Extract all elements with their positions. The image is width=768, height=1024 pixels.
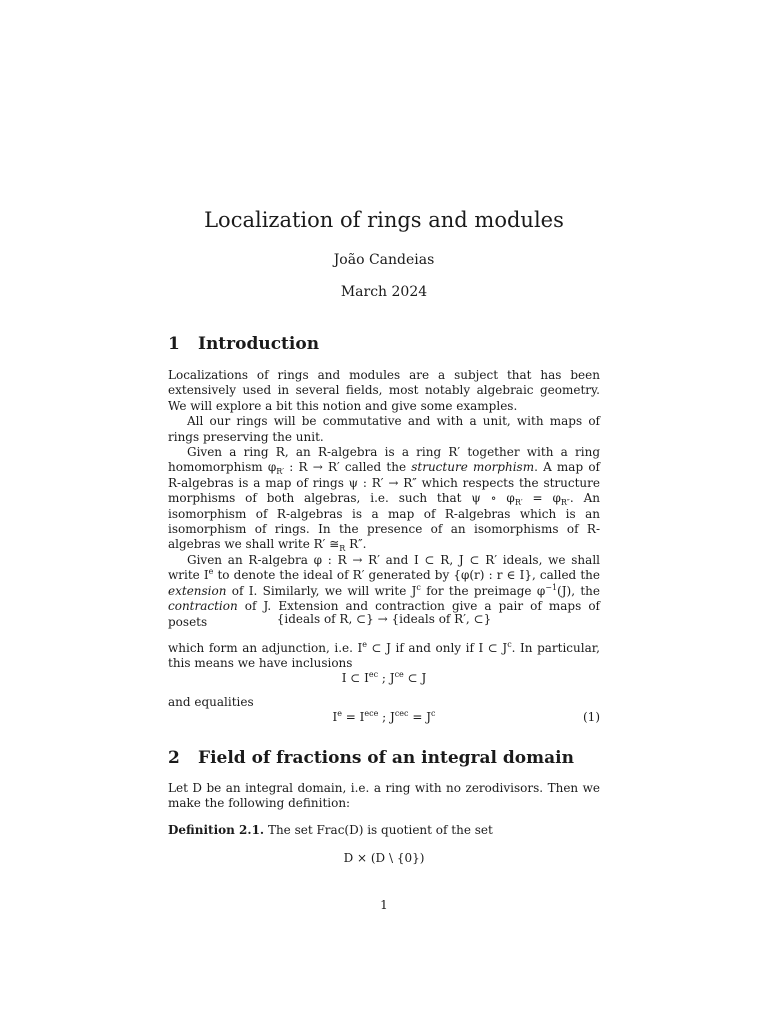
text-run: : R → R′ called the [284,460,412,475]
equation-number: (1) [583,710,600,724]
superscript: ce [394,670,404,679]
text-run: . In particular, this means we have inclusions [168,641,600,671]
text-run: which form an adjunction, i.e. I [168,641,363,655]
paper-date: March 2024 [340,284,428,300]
superscript: cec [394,709,409,718]
section2-body [168,781,600,812]
superscript: e [337,709,342,718]
text-run: . An isomorphism of R-algebras is a map of R-algebras which is an isomorphism of rings. In the presence of an isomorphisms of R-algebras we shall write R′ ≅ [168,491,600,552]
math-run: ; J [378,710,395,724]
math-run: I ⊂ I [341,671,369,685]
text-run: ⊂ J if and only if I ⊂ J [366,641,508,655]
superscript: e [208,567,214,577]
intro-paragraph-3 [168,445,600,553]
superscript: c [416,582,421,592]
display-set: D × (D \ {0}) [343,851,425,865]
math-run: ⊂ J [403,671,427,685]
subscript: R [339,544,346,554]
text-run: . A map of R-algebras is a map of rings ψ : R′ → R″ which respects the structure morphisms of both algebras, i.e. such that ψ ∘ φ [168,460,600,506]
paper-title: Localization of rings and modules [204,208,564,232]
superscript: c [431,709,436,718]
emphasis-contraction: contraction [168,599,238,614]
text-run: Given an R-algebra φ : R → R′ and I ⊂ R, J ⊂ R′ ideals, we shall write I [168,552,600,583]
and-equalities-text: and equalities [168,695,254,709]
text-run: of J. Extension and contraction give a pair of maps of posets [168,599,600,629]
definition-2-1 [168,822,600,838]
definition-text: The set Frac(D) is quotient of the set [264,823,493,837]
emphasis-structure-morphism: structure morphism [411,460,535,475]
superscript: ece [364,709,379,718]
math-run: I [332,710,338,724]
subscript: R′ [514,498,523,508]
section-title: Field of fractions of an integral domain [198,748,574,768]
subscript: R′ [276,467,285,477]
math-run: ; J [378,671,395,685]
page-number: 1 [380,898,388,912]
text-run: to denote the ideal of R′ generated by {φ(r) : r ∈ I}, called the [213,568,600,583]
superscript: −1 [545,582,558,592]
text-run: of I. Similarly, we will write J [226,583,417,598]
superscript: c [507,640,512,649]
math-run: = J [408,710,432,724]
superscript: ec [368,670,379,679]
display-equalities [168,709,600,725]
section-number: 1 [168,334,180,354]
math-run: = I [341,710,365,724]
intro-paragraph-2: All our rings will be commutative and with a unit, with maps of rings preserving the unit. [168,414,600,444]
intro-paragraph-1: Localizations of rings and modules are a subject that has been extensively used in several fields, most notably algebraic geometry. We will explore a bit this notion and give some examples. [168,368,600,413]
paper-author: João Candeias [333,252,435,268]
adjunction-text [168,641,600,672]
display-inclusions [168,670,600,686]
text-run: Given a ring R, an R-algebra is a ring R′ together with a ring homomorphism φ [168,445,600,475]
section-heading-field-of-fractions [168,747,600,769]
superscript: e [362,640,367,649]
introduction-body [168,368,600,630]
section-heading-introduction [168,333,600,355]
text-run: (J), the [557,583,600,598]
section-number: 2 [168,748,180,768]
section2-paragraph: Let D be an integral domain, i.e. a ring with no zerodivisors. Then we make the following definition: [168,781,600,811]
emphasis-extension: extension [168,583,227,598]
text-run: = φ [522,491,561,506]
display-posets-map: {ideals of R, ⊂} → {ideals of R′, ⊂} [276,612,492,626]
section-title: Introduction [198,334,320,354]
adjunction-paragraph [168,641,600,672]
text-run: for the preimage φ [420,583,546,598]
text-run: R″. [345,537,367,552]
subscript: R″ [560,498,570,508]
definition-label: Definition 2.1. [168,823,265,837]
